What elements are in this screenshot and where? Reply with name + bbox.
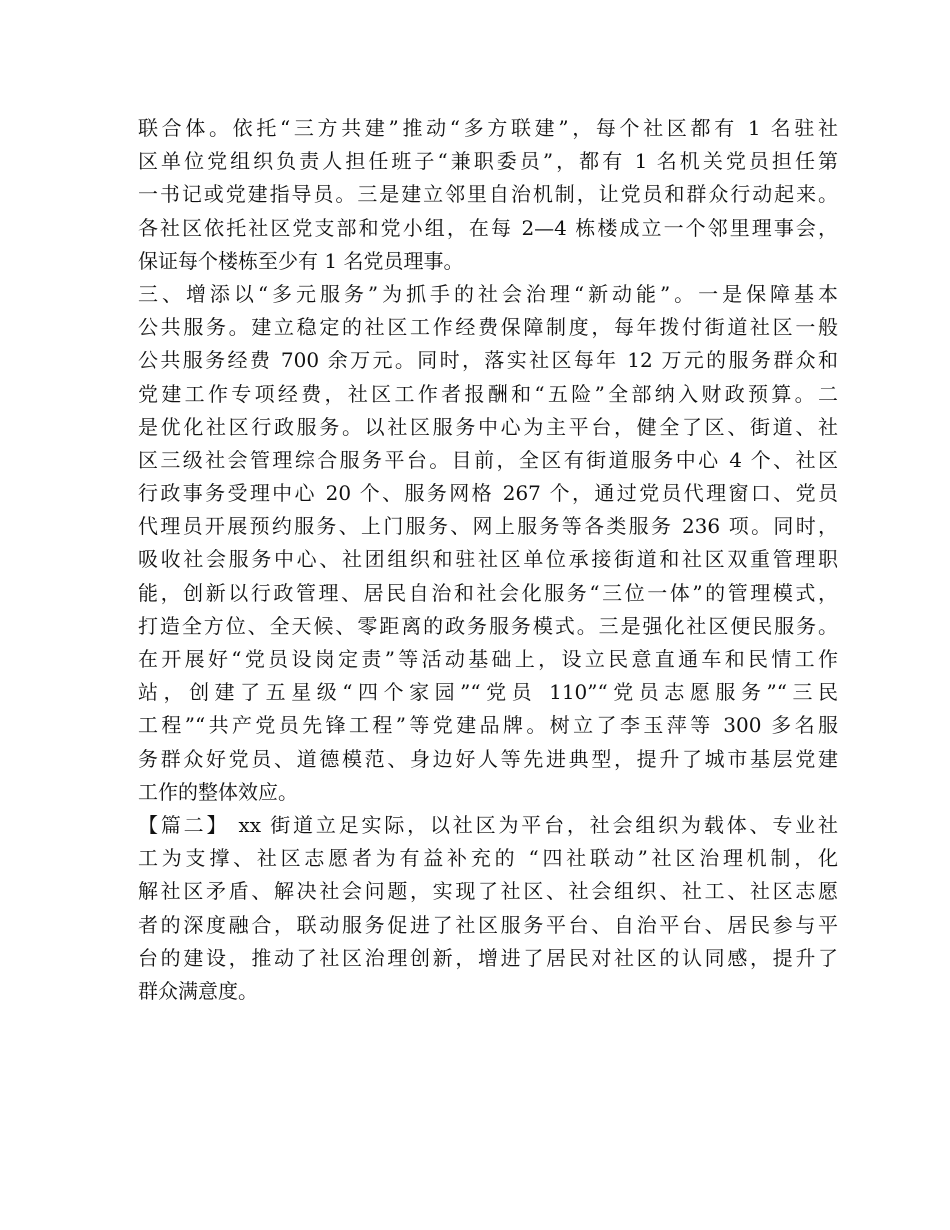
text-line: 者的深度融合，联动服务促进了社区服务平台、自治平台、居民参与平 [138, 912, 838, 937]
text-line: 能，创新以行政管理、居民自治和社会化服务“三位一体”的管理模式， [138, 580, 838, 605]
text-line: 解社区矛盾、解决社会问题，实现了社区、社会组织、社工、社区志愿 [138, 879, 838, 904]
text-line: 工作的整体效应。 [138, 779, 298, 804]
section-heading-line: 【篇二】 xx 街道立足实际，以社区为平台，社会组织为载体、专业社 [138, 812, 838, 837]
text-line: 区单位党组织负责人担任班子“兼职委员”，都有 1 名机关党员担任第 [138, 149, 838, 174]
text-line: 务群众好党员、道德模范、身边好人等先进典型，提升了城市基层党建 [138, 746, 838, 771]
text-line: 在开展好“党员设岗定责”等活动基础上，设立民意直通车和民情工作 [138, 647, 838, 671]
text-line: 各社区依托社区党支部和党小组，在每 2—4 栋楼成立一个邻里理事会， [138, 215, 838, 240]
text-line: 台的建设，推动了社区治理创新，增进了居民对社区的认同感，提升了 [138, 945, 838, 970]
text-line: 打造全方位、全天候、零距离的政务服务模式。三是强化社区便民服务。 [138, 613, 838, 638]
text-line: 行政事务受理中心 20 个、服务网格 267 个，通过党员代理窗口、党员 [138, 481, 838, 506]
text-line: 工程”“共产党员先锋工程”等党建品牌。树立了李玉萍等 300 多名服 [138, 713, 838, 738]
document-body [138, 112, 838, 1008]
text-line: 保证每个楼栋至少有 1 名党员理事。 [138, 248, 464, 273]
text-line: 一书记或党建指导员。三是建立邻里自治机制，让党员和群众行动起来。 [138, 182, 838, 207]
text-line: 公共服务经费 700 余万元。同时，落实社区每年 12 万元的服务群众和 [138, 348, 838, 373]
section-heading-line: 三、增添以“多元服务”为抓手的社会治理“新动能”。一是保障基本 [138, 281, 838, 306]
text-line: 工为支撑、社区志愿者为有益补充的 “四社联动”社区治理机制，化 [138, 846, 838, 871]
text-line: 公共服务。建立稳定的社区工作经费保障制度，每年拨付街道社区一般 [138, 315, 838, 340]
text-line: 代理员开展预约服务、上门服务、网上服务等各类服务 236 项。同时， [138, 514, 838, 539]
text-line: 站，创建了五星级“四个家园”“党员 110”“党员志愿服务”“三民 [138, 680, 838, 705]
text-line: 是优化社区行政服务。以社区服务中心为主平台，健全了区、街道、社 [138, 414, 838, 439]
text-line: 群众满意度。 [138, 978, 258, 1003]
text-line: 联合体。依托“三方共建”推动“多方联建”，每个社区都有 1 名驻社 [138, 116, 838, 140]
text-line: 吸收社会服务中心、社团组织和驻社区单位承接街道和社区双重管理职 [138, 547, 838, 572]
text-line: 区三级社会管理综合服务平台。目前，全区有街道服务中心 4 个、社区 [138, 447, 838, 472]
text-line: 党建工作专项经费，社区工作者报酬和“五险”全部纳入财政预算。二 [138, 381, 838, 406]
